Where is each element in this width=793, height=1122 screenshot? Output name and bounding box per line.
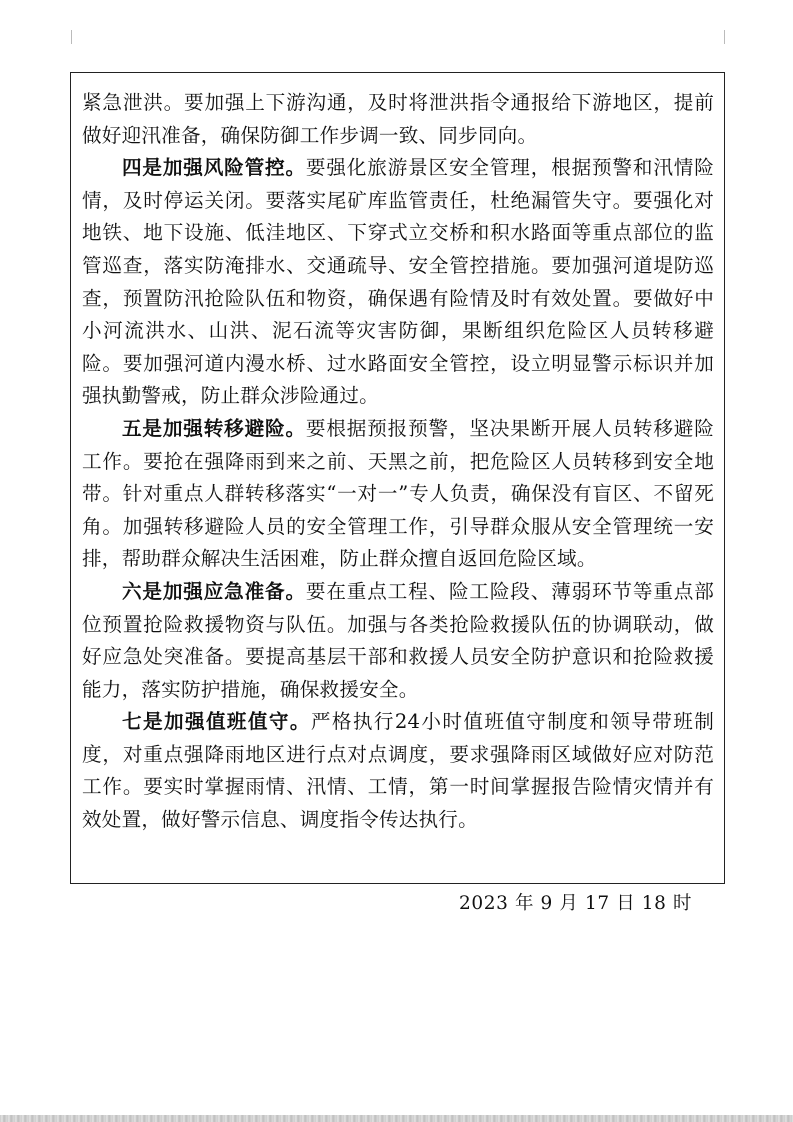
paragraph-duty-watch	[82, 706, 714, 836]
paragraph-text: 要根据预报预警，坚决果断开展人员转移避险工作。要抢在强降雨到来之前、天黑之前，把危险区人员转移到安全地带。针对重点人群转移落实“一对一”专人负责，确保没有盲区、不留死角。加强转移避险人员的安全管理工作，引导群众服从安全管理统一安排，帮助群众解决生活困难，防止群众擅自返回危险区域。	[82, 416, 714, 571]
issue-date: 2023 年 9 月 17 日 18 时	[459, 893, 693, 914]
scan-edge-strip	[0, 1115, 793, 1122]
paragraph-heading: 七是加强值班值守。	[122, 710, 311, 734]
paragraph-risk-control	[82, 152, 714, 413]
notice-frame	[70, 72, 725, 884]
paragraph-heading: 四是加强风险管控。	[122, 156, 306, 180]
paragraph-text: 要强化旅游景区安全管理，根据预警和汛情险情，及时停运关闭。要落实尾矿库监管责任，杜绝漏管失守。要强化对地铁、地下设施、低洼地区、下穿式立交桥和积水路面等重点部位的监管巡查，落实防淹排水、交通疏导、安全管控措施。要加强河道堤防巡查，预置防汛抢险队伍和物资，确保遇有险情及时有效处置。要做好中小河流洪水、山洪、泥石流等灾害防御，果断组织危险区人员转移避险。要加强河道内漫水桥、过水路面安全管控，设立明显警示标识并加强执勤警戒，防止群众涉险通过。	[82, 156, 714, 408]
paragraph-text: 紧急泄洪。要加强上下游沟通，及时将泄洪指令通报给下游地区，提前做好迎汛准备，确保防御工作步调一致、同步同向。	[82, 91, 714, 147]
paragraph-continued	[82, 87, 714, 152]
paragraph-text: 要在重点工程、险工险段、薄弱环节等重点部位预置抢险救援物资与队伍。加强与各类抢险救援队伍的协调联动，做好应急处突准备。要提高基层干部和救援人员安全防护意识和抢险救援能力，落实防护措施，确保救援安全。	[82, 579, 714, 701]
paragraph-text: 严格执行24小时值班值守制度和领导带班制度，对重点强降雨地区进行点对点调度，要求强降雨区域做好应对防范工作。要实时掌握雨情、汛情、工情，第一时间掌握报告险情灾情并有效处置，做好警示信息、调度指令传达执行。	[82, 710, 714, 832]
scan-mark	[71, 30, 72, 44]
paragraph-heading: 六是加强应急准备。	[122, 579, 306, 603]
paragraph-heading: 五是加强转移避险。	[122, 416, 306, 440]
scan-mark	[724, 30, 725, 44]
paragraph-evacuation	[82, 413, 714, 576]
paragraph-emergency-prep	[82, 576, 714, 706]
